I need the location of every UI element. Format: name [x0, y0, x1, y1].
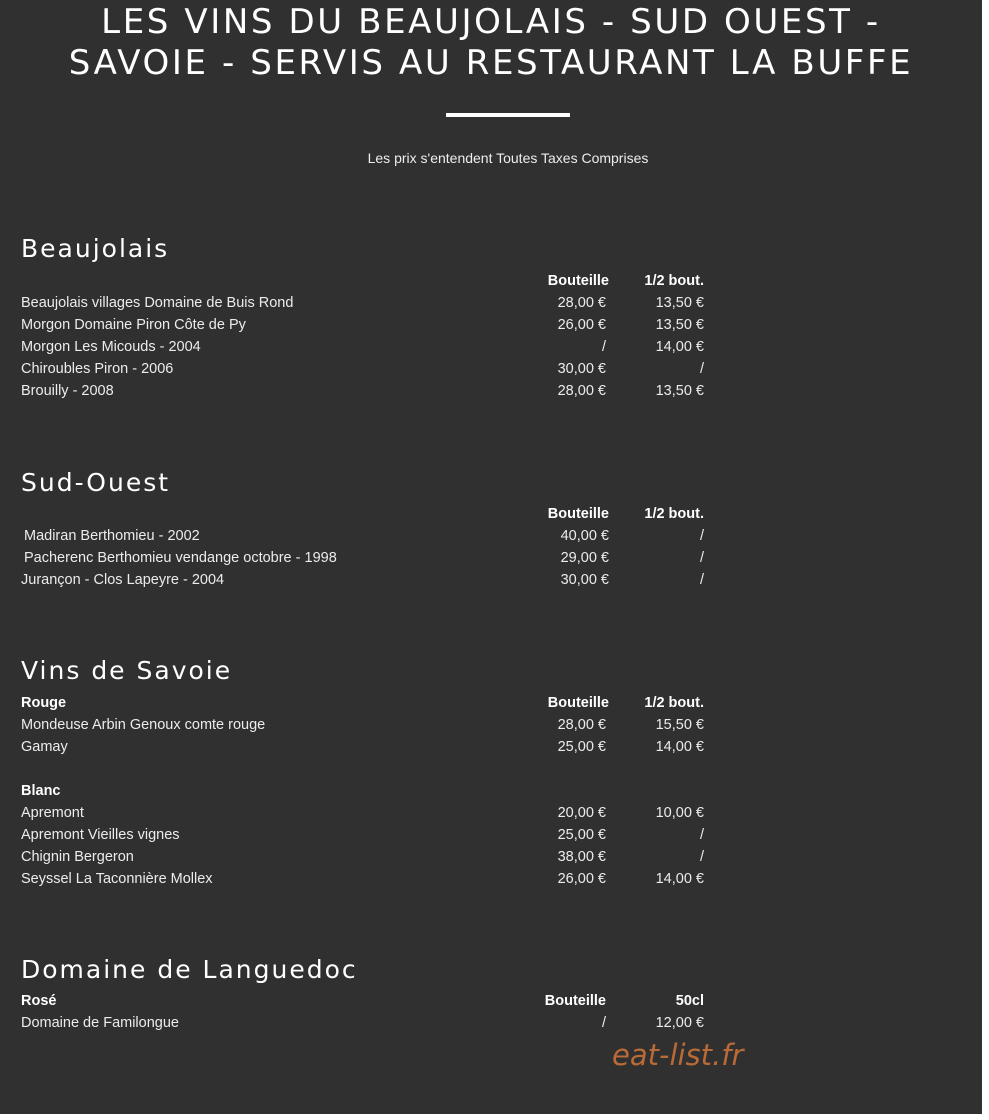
wine-row: [0, 868, 982, 890]
column-header-50cl: 50cl: [675, 993, 704, 1009]
column-header-demi-bouteille: 1/2 bout.: [644, 506, 704, 522]
title-divider: [446, 113, 570, 117]
price-50cl: 12,00 €: [655, 1015, 704, 1031]
price-bouteille: 30,00 €: [557, 361, 606, 377]
languedoc-rose-header: [0, 990, 982, 1012]
savoie-rouge-header: [0, 692, 982, 714]
column-header-bouteille: Bouteille: [547, 273, 609, 289]
price-bouteille: 26,00 €: [557, 871, 606, 887]
wine-row: [0, 525, 982, 547]
price-bouteille: 20,00 €: [557, 805, 606, 821]
wine-row: [0, 336, 982, 358]
price-demi-bouteille: 13,50 €: [655, 317, 704, 333]
wine-name: Apremont: [21, 805, 84, 821]
section-title-languedoc: Domaine de Languedoc: [21, 955, 358, 984]
wine-row: [0, 569, 982, 591]
wine-name: Seyssel La Taconnière Mollex: [21, 871, 213, 887]
price-note: Les prix s'entendent Toutes Taxes Comprises: [367, 150, 649, 166]
price-demi-bouteille: /: [699, 827, 704, 843]
section-title-sud-ouest: Sud-Ouest: [21, 468, 171, 497]
savoie-blanc-header: [0, 780, 982, 802]
price-bouteille: 26,00 €: [557, 317, 606, 333]
subsection-label-rose: Rosé: [21, 993, 57, 1009]
price-bouteille: 28,00 €: [557, 295, 606, 311]
watermark: eat-list.fr: [612, 1038, 744, 1072]
wine-row: [0, 358, 982, 380]
page-title-line-1: LES VINS DU BEAUJOLAIS - SUD OUEST -: [101, 2, 881, 42]
wine-row: [0, 314, 982, 336]
wine-row: [0, 846, 982, 868]
wine-name: Mondeuse Arbin Genoux comte rouge: [21, 717, 266, 733]
wine-name: Gamay: [21, 739, 68, 755]
price-demi-bouteille: /: [699, 528, 704, 544]
subsection-label-blanc: Blanc: [21, 783, 61, 799]
price-demi-bouteille: 13,50 €: [655, 295, 704, 311]
sud-ouest-column-headers: [0, 503, 982, 525]
page-title-line-2: SAVOIE - SERVIS AU RESTAURANT LA BUFFE: [68, 43, 914, 83]
beaujolais-column-headers: [0, 270, 982, 292]
wine-name: Madiran Berthomieu - 2002: [24, 528, 200, 544]
price-bouteille: /: [601, 339, 606, 355]
price-demi-bouteille: 14,00 €: [655, 739, 704, 755]
wine-name: Apremont Vieilles vignes: [21, 827, 180, 843]
price-demi-bouteille: 14,00 €: [655, 339, 704, 355]
price-bouteille: 30,00 €: [560, 572, 609, 588]
section-title-savoie: Vins de Savoie: [21, 656, 233, 685]
wine-row: [0, 736, 982, 758]
wine-name: Domaine de Familongue: [21, 1015, 179, 1031]
wine-name: Pacherenc Berthomieu vendange octobre - 1998: [24, 550, 337, 566]
wine-row: [0, 547, 982, 569]
section-title-beaujolais: Beaujolais: [21, 234, 170, 263]
price-demi-bouteille: 13,50 €: [655, 383, 704, 399]
wine-name: Morgon Domaine Piron Côte de Py: [21, 317, 246, 333]
page-title: [0, 2, 982, 84]
wine-name: Jurançon - Clos Lapeyre - 2004: [21, 572, 225, 588]
column-header-bouteille: Bouteille: [547, 695, 609, 711]
column-header-demi-bouteille: 1/2 bout.: [644, 273, 704, 289]
price-demi-bouteille: /: [699, 572, 704, 588]
price-bouteille: 28,00 €: [557, 383, 606, 399]
price-bouteille: 25,00 €: [557, 827, 606, 843]
wine-row: [0, 292, 982, 314]
price-bouteille: 29,00 €: [560, 550, 609, 566]
wine-row: [0, 380, 982, 402]
column-header-bouteille: Bouteille: [547, 506, 609, 522]
column-header-demi-bouteille: 1/2 bout.: [644, 695, 704, 711]
price-demi-bouteille: /: [699, 361, 704, 377]
wine-name: Brouilly - 2008: [21, 383, 114, 399]
wine-name: Chignin Bergeron: [21, 849, 134, 865]
price-bouteille: 28,00 €: [557, 717, 606, 733]
wine-row: [0, 714, 982, 736]
price-bouteille: /: [601, 1015, 606, 1031]
price-demi-bouteille: /: [699, 550, 704, 566]
price-demi-bouteille: 10,00 €: [655, 805, 704, 821]
price-demi-bouteille: /: [699, 849, 704, 865]
wine-name: Beaujolais villages Domaine de Buis Rond: [21, 295, 294, 311]
subsection-label-rouge: Rouge: [21, 695, 67, 711]
column-header-bouteille: Bouteille: [544, 993, 606, 1009]
price-bouteille: 25,00 €: [557, 739, 606, 755]
price-bouteille: 38,00 €: [557, 849, 606, 865]
price-demi-bouteille: 15,50 €: [655, 717, 704, 733]
wine-name: Chiroubles Piron - 2006: [21, 361, 174, 377]
wine-row: [0, 1012, 982, 1034]
wine-row: [0, 824, 982, 846]
price-bouteille: 40,00 €: [560, 528, 609, 544]
price-demi-bouteille: 14,00 €: [655, 871, 704, 887]
wine-row: [0, 802, 982, 824]
wine-name: Morgon Les Micouds - 2004: [21, 339, 201, 355]
